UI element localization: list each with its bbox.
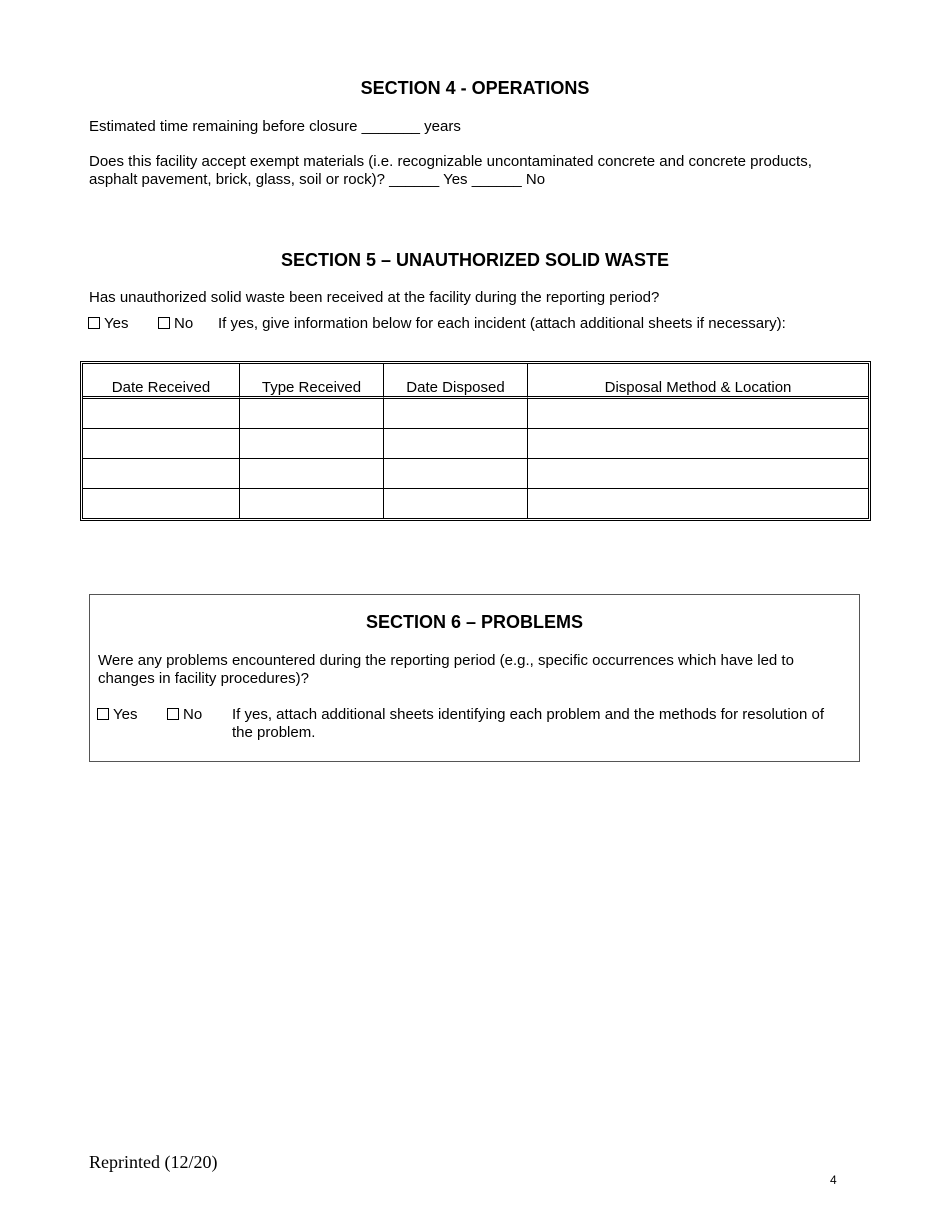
no-label: No (183, 706, 203, 723)
incident-table-header-row (83, 364, 868, 399)
table-row (83, 489, 868, 518)
exempt-materials-text-line1: Does this facility accept exempt materials (i.e. recognizable uncontaminated concrete and concrete products, (89, 153, 812, 170)
section-6-no-option[interactable] (167, 706, 202, 723)
section-5-yes-option[interactable] (88, 315, 128, 332)
problems-question-line1: Were any problems encountered during the reporting period (e.g., specific occurrences which have led to (98, 652, 794, 669)
no-checkbox[interactable] (167, 708, 179, 720)
section-6-yes-option[interactable] (97, 706, 137, 723)
type-received-cell[interactable] (240, 429, 384, 459)
date-received-cell[interactable] (83, 429, 240, 459)
date-disposed-cell[interactable] (384, 489, 528, 518)
header-date-disposed: Date Disposed (384, 364, 528, 399)
header-date-received: Date Received (83, 364, 240, 399)
section-5-title: SECTION 5 – UNAUTHORIZED SOLID WASTE (280, 250, 670, 270)
section-6-title: SECTION 6 – PROBLEMS (365, 612, 584, 632)
date-disposed-cell[interactable] (384, 459, 528, 489)
section-4-title: SECTION 4 - OPERATIONS (360, 78, 590, 98)
page-number: 4 (830, 1173, 837, 1187)
date-received-cell[interactable] (83, 489, 240, 518)
date-received-cell[interactable] (83, 399, 240, 429)
disposal-method-cell[interactable] (528, 459, 868, 489)
unauthorized-waste-question: Has unauthorized solid waste been received at the facility during the reporting period? (89, 289, 660, 306)
disposal-method-cell[interactable] (528, 489, 868, 518)
section-6-box (89, 594, 860, 762)
yes-checkbox[interactable] (88, 317, 100, 329)
date-disposed-cell[interactable] (384, 399, 528, 429)
yes-label: Yes (104, 315, 129, 332)
section-5-no-option[interactable] (158, 315, 193, 332)
date-disposed-cell[interactable] (384, 429, 528, 459)
section-5-instruction: If yes, give information below for each incident (attach additional sheets if necessary): (218, 315, 786, 332)
section-6-instruction-line2: the problem. (232, 724, 316, 741)
yes-label: Yes (113, 706, 138, 723)
table-row (83, 399, 868, 429)
reprinted-date: Reprinted (12/20) (89, 1152, 218, 1172)
header-disposal-method-location: Disposal Method & Location (528, 364, 868, 399)
exempt-materials-text-line2: asphalt pavement, brick, glass, soil or rock)? ______ Yes ______ No (89, 171, 546, 188)
incident-table (80, 361, 871, 521)
closure-estimate-text: Estimated time remaining before closure _______ years (89, 118, 461, 135)
table-row (83, 459, 868, 489)
date-received-cell[interactable] (83, 459, 240, 489)
table-row (83, 429, 868, 459)
type-received-cell[interactable] (240, 459, 384, 489)
problems-question-line2: changes in facility procedures)? (98, 670, 309, 687)
type-received-cell[interactable] (240, 399, 384, 429)
no-label: No (174, 315, 194, 332)
disposal-method-cell[interactable] (528, 399, 868, 429)
disposal-method-cell[interactable] (528, 429, 868, 459)
type-received-cell[interactable] (240, 489, 384, 518)
yes-checkbox[interactable] (97, 708, 109, 720)
section-6-instruction-line1: If yes, attach additional sheets identifying each problem and the methods for resolution of (232, 706, 825, 723)
no-checkbox[interactable] (158, 317, 170, 329)
header-type-received: Type Received (240, 364, 384, 399)
